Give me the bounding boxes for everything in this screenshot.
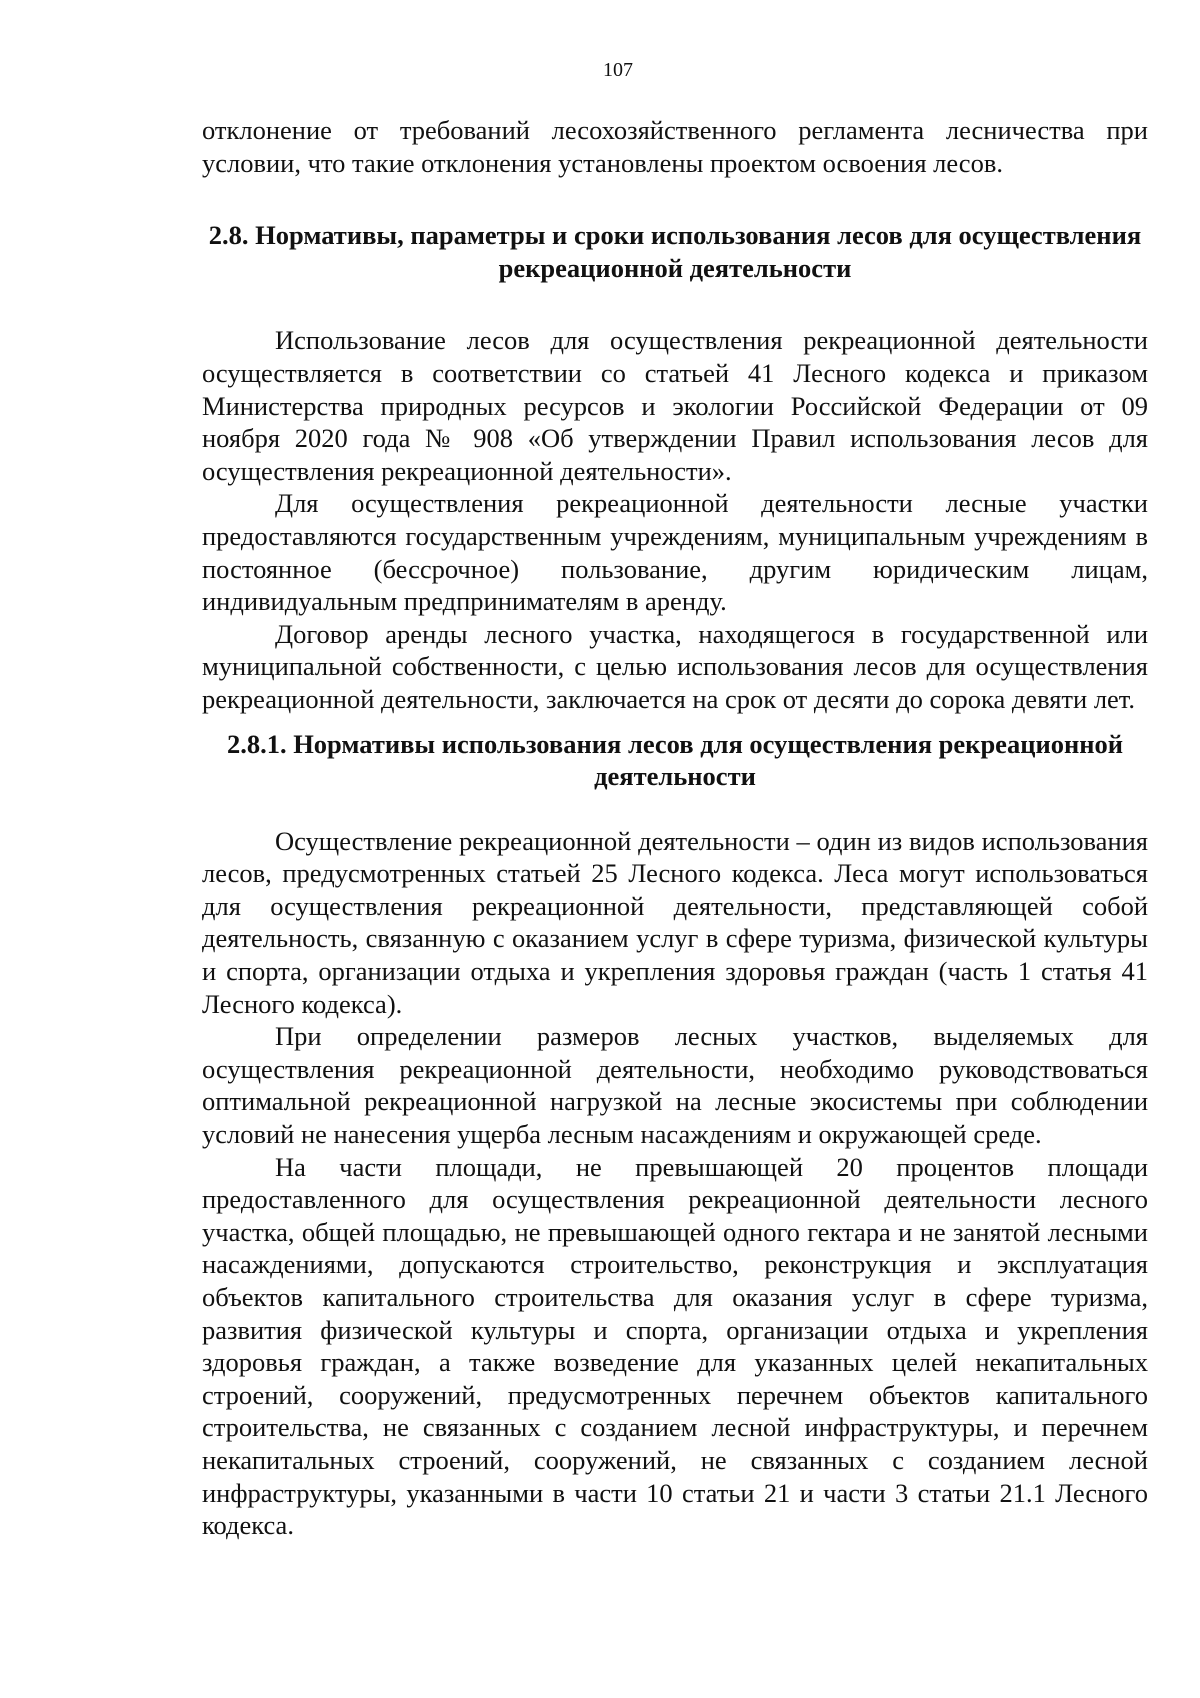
intro-paragraph: отклонение от требований лесохозяйственного регламента лесничества при условии, что такие отклонения установлены проектом освоения лесов. bbox=[202, 115, 1148, 178]
section-2-8-paragraph: Использование лесов для осуществления рекреационной деятельности осуществляется в соответствии со статьей 41 Лесного кодекса и приказом Министерства природных ресурсов и экологии Российской Федерации от 09 ноября 2020 года № 908 «Об утверждении Правил использования лесов для осуществления рекреационной деятельности». bbox=[202, 325, 1148, 486]
section-2-8-title: 2.8. Нормативы, параметры и сроки использования лесов для осуществления рекреационной деятельности bbox=[208, 220, 1142, 283]
section-2-8-1-paragraph: На части площади, не превышающей 20 процентов площади предоставленного для осуществления рекреационной деятельности лесного участка, общей площадью, не превышающей одного гектара и не занятой лесными насаждениями, допускаются строительство, реконструкция и эксплуатация объектов капитального строительства для оказания услуг в сфере туризма, развития физической культуры и спорта, организации отдыха и укрепления здоровья граждан, а также возведение для указанных целей некапитальных строений, сооружений, предусмотренных перечнем объектов капитального строительства, не связанных с созданием лесной инфраструктуры, и перечнем некапитальных строений, сооружений, не связанных с созданием лесной инфраструктуры, указанными в части 10 статьи 21 и части 3 статьи 21.1 Лесного кодекса. bbox=[202, 1151, 1148, 1541]
page-content bbox=[202, 114, 1148, 1542]
section-2-8-1-paragraph: При определении размеров лесных участков, выделяемых для осуществления рекреационной деятельности, необходимо руководствоваться оптимальной рекреационной нагрузкой на лесные экосистемы при соблюдении условий не нанесения ущерба лесным насаждениям и окружающей среде. bbox=[202, 1021, 1148, 1150]
section-2-8-1-paragraph: Осуществление рекреационной деятельности – один из видов использования лесов, предусмотренных статьей 25 Лесного кодекса. Леса могут использоваться для осуществления рекреационной деятельности, представляющей собой деятельность, связанную с оказанием услуг в сфере туризма, физической культуры и спорта, организации отдыха и укрепления здоровья граждан (часть 1 статья 41 Лесного кодекса). bbox=[202, 825, 1148, 1019]
page-number: 107 bbox=[603, 59, 633, 81]
section-2-8-paragraph: Для осуществления рекреационной деятельности лесные участки предоставляются государственным учреждениям, муниципальным учреждениям в постоянное (бессрочное) пользование, другим юридическим лицам, индивидуальным предпринимателям в аренду. bbox=[202, 488, 1148, 617]
section-2-8-paragraph: Договор аренды лесного участка, находящегося в государственной или муниципальной собственности, с целью использования лесов для осуществления рекреационной деятельности, заключается на срок от десяти до сорока девяти лет. bbox=[202, 618, 1148, 714]
section-2-8-1-title: 2.8.1. Нормативы использования лесов для осуществления рекреационной деятельности bbox=[226, 728, 1124, 792]
